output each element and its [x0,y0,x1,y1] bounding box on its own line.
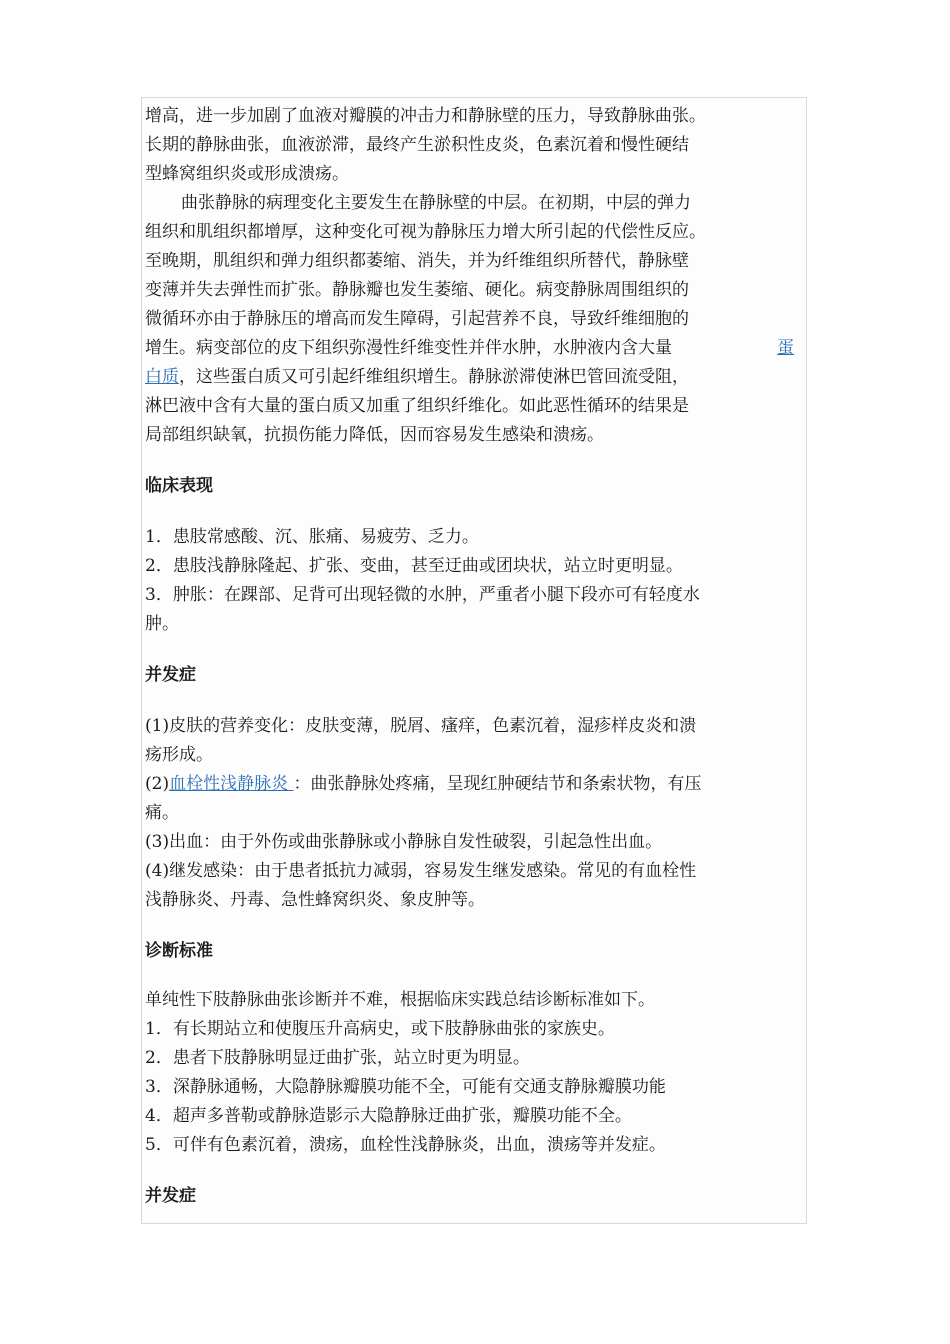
text-line [145,334,794,363]
section-heading-complications-2: 并发症 [145,1186,196,1206]
text-line: 长期的静脉曲张，血液淤滞，最终产生淤积性皮炎，色素沉着和慢性硬结 [145,135,689,155]
list-item: 痛。 [145,803,179,823]
list-item: 疡形成。 [145,745,213,765]
text-span: (2) [145,774,170,794]
list-item: 2．患者下肢静脉明显迂曲扩张，站立时更为明显。 [145,1048,530,1068]
thrombophlebitis-link[interactable]: 血栓性浅静脉炎 [169,774,294,794]
text-line: 型蜂窝组织炎或形成溃疡。 [145,164,349,184]
list-item: (3)出血：由于外伤或曲张静脉或小静脉自发性破裂，引起急性出血。 [145,832,663,852]
text-line [145,363,785,392]
text-line: 至晚期，肌组织和弹力组织都萎缩、消失，并为纤维组织所替代，静脉壁 [145,251,689,271]
protein-link-part1[interactable]: 蛋 [777,338,794,358]
section-heading-diagnosis: 诊断标准 [145,941,213,961]
text-line: 微循环亦由于静脉压的增高而发生障碍，引起营养不良，导致纤维细胞的 [145,309,689,329]
list-item: 3．肿胀：在踝部、足背可出现轻微的水肿，严重者小腿下段亦可有轻度水 [145,585,700,605]
text-line: 组织和肌组织都增厚，这种变化可视为静脉压力增大所引起的代偿性反应。 [145,222,706,242]
list-item: 2．患肢浅静脉隆起、扩张、变曲，甚至迂曲或团块状，站立时更明显。 [145,556,683,576]
text-span: ：曲张静脉处疼痛，呈现红肿硬结节和条索状物，有压 [293,774,702,794]
text-span: ，这些蛋白质又可引起纤维组织增生。静脉淤滞使淋巴管回流受阻， [179,367,689,387]
text-span: 增生。病变部位的皮下组织弥漫性纤维变性并伴水肿，水肿液内含大量 [145,338,672,358]
text-line: 变薄并失去弹性而扩张。静脉瓣也发生萎缩、硬化。病变静脉周围组织的 [145,280,689,300]
text-line: 淋巴液中含有大量的蛋白质又加重了组织纤维化。如此恶性循环的结果是 [145,396,689,416]
list-item: 5．可伴有色素沉着，溃疡，血栓性浅静脉炎，出血，溃疡等并发症。 [145,1135,666,1155]
list-item [145,770,785,799]
list-item: 肿。 [145,614,179,634]
text-line: 单纯性下肢静脉曲张诊断并不难，根据临床实践总结诊断标准如下。 [145,990,655,1010]
text-line: 增高，进一步加剧了血液对瓣膜的冲击力和静脉壁的压力，导致静脉曲张。 [145,106,706,126]
section-heading-complications: 并发症 [145,665,196,685]
list-item: 1．患肢常感酸、沉、胀痛、易疲劳、乏力。 [145,527,479,547]
text-line: 曲张静脉的病理变化主要发生在静脉壁的中层。在初期，中层的弹力 [181,193,691,213]
list-item: 4．超声多普勒或静脉造影示大隐静脉迂曲扩张，瓣膜功能不全。 [145,1106,632,1126]
list-item: 3．深静脉通畅，大隐静脉瓣膜功能不全，可能有交通支静脉瓣膜功能 [145,1077,666,1097]
list-item: 1．有长期站立和使腹压升高病史，或下肢静脉曲张的家族史。 [145,1019,615,1039]
document-content [145,102,794,1211]
text-line: 局部组织缺氧，抗损伤能力降低，因而容易发生感染和溃疡。 [145,425,604,445]
list-item: (1)皮肤的营养变化：皮肤变薄，脱屑、瘙痒，色素沉着，湿疹样皮炎和溃 [145,716,697,736]
list-item: 浅静脉炎、丹毒、急性蜂窝织炎、象皮肿等。 [145,890,485,910]
section-heading-clinical: 临床表现 [145,476,213,496]
protein-link-part2[interactable]: 白质 [145,367,179,387]
list-item: (4)继发感染：由于患者抵抗力减弱，容易发生继发感染。常见的有血栓性 [145,861,697,881]
